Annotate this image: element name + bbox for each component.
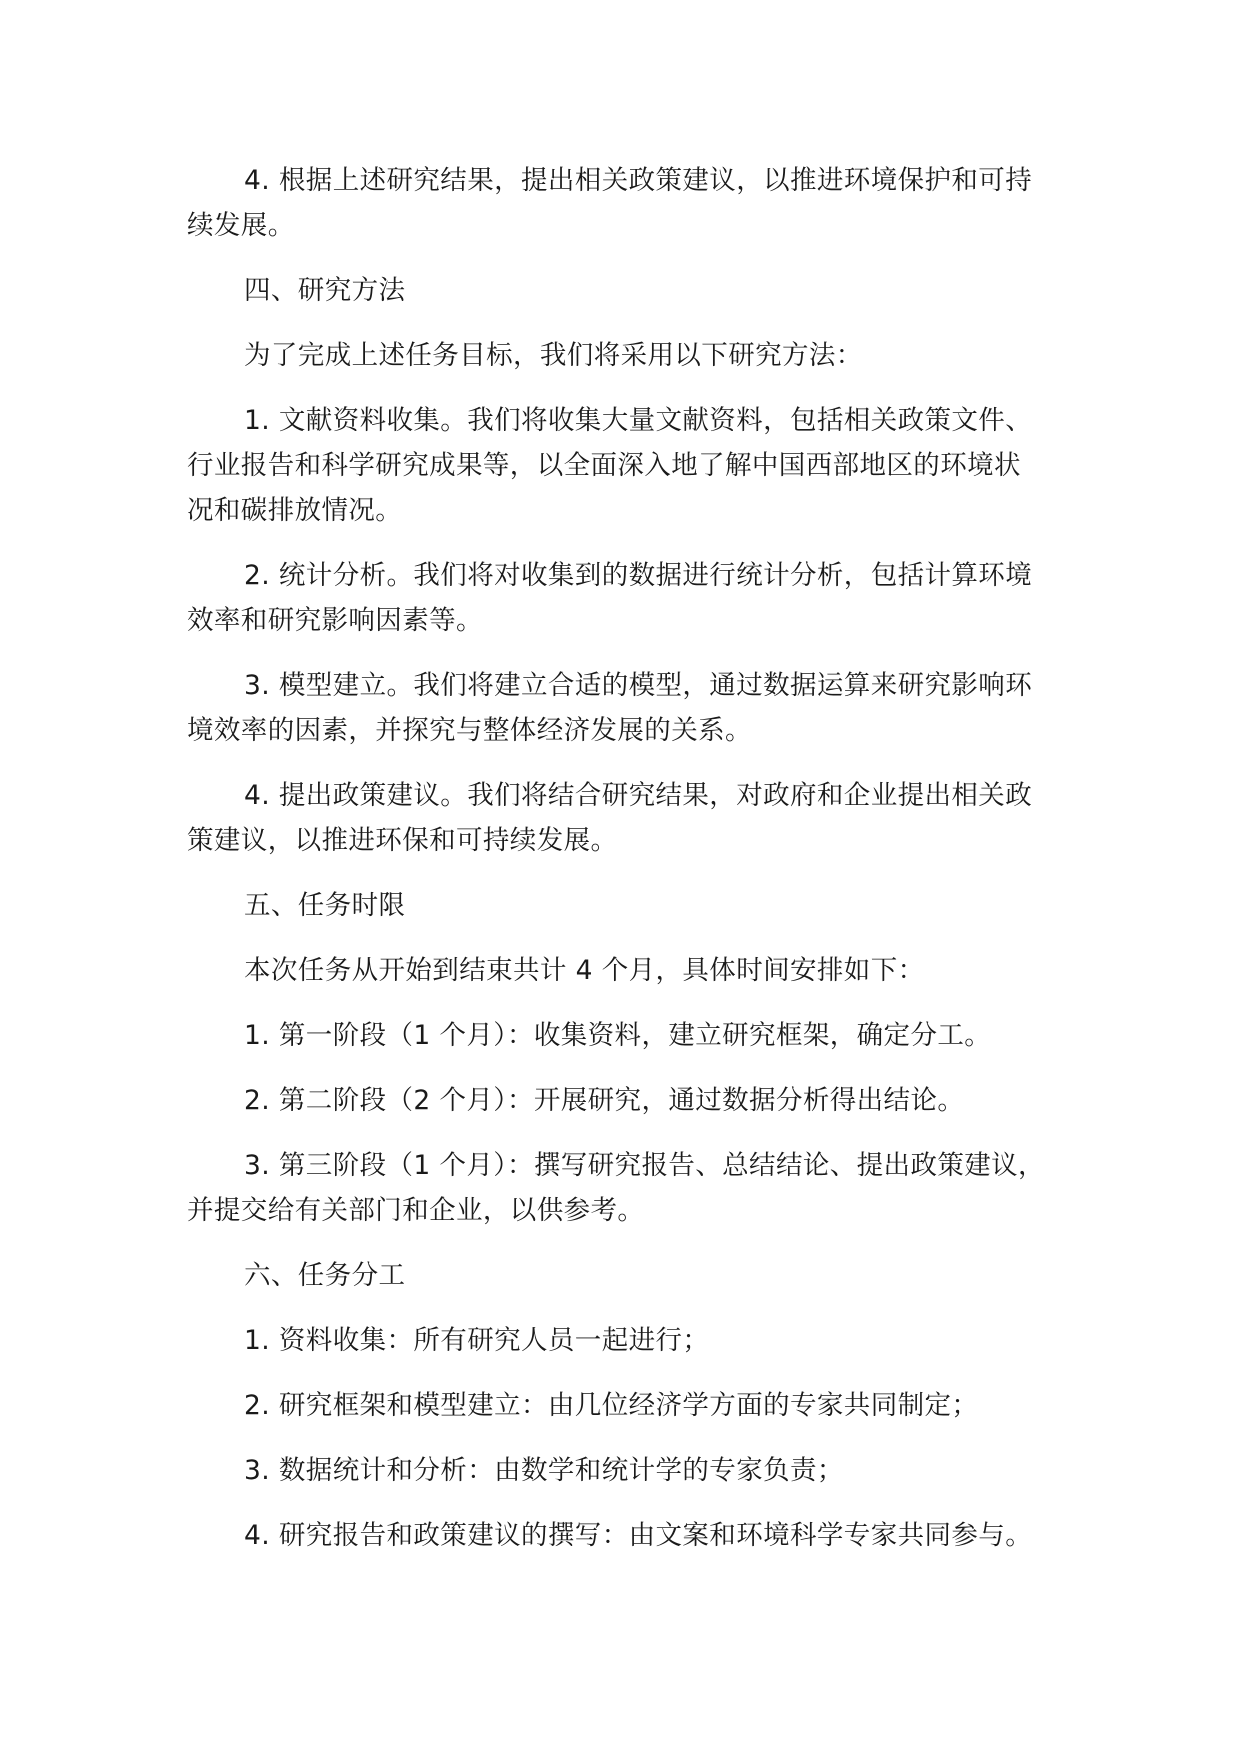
heading-task-timeline: 五、任务时限 [244,890,406,921]
document-page [187,158,1087,1558]
paragraph-phase-2: 2. 第二阶段（2 个月）：开展研究，通过数据分析得出结论。 [244,1085,965,1116]
paragraph-timeline-intro: 本次任务从开始到结束共计 4 个月，具体时间安排如下： [244,955,925,986]
heading-task-division: 六、任务分工 [244,1260,406,1291]
paragraph-method-2: 2. 统计分析。我们将对收集到的数据进行统计分析，包括计算环境 效率和研究影响因素等。 [187,560,1033,636]
paragraph-method-3: 3. 模型建立。我们将建立合适的模型，通过数据运算来研究影响环 境效率的因素，并探究与整体经济发展的关系。 [187,670,1033,746]
paragraph-task-item-4: 4. 根据上述研究结果，提出相关政策建议，以推进环境保护和可持 续发展。 [187,165,1033,241]
paragraph-method-4: 4. 提出政策建议。我们将结合研究结果，对政府和企业提出相关政 策建议，以推进环保和可持续发展。 [187,780,1033,856]
paragraph-division-4: 4. 研究报告和政策建议的撰写：由文案和环境科学专家共同参与。 [244,1520,1033,1551]
paragraph-method-1: 1. 文献资料收集。我们将收集大量文献资料，包括相关政策文件、 行业报告和科学研究成果等，以全面深入地了解中国西部地区的环境状 况和碳排放情况。 [187,405,1033,526]
paragraph-division-3: 3. 数据统计和分析：由数学和统计学的专家负责； [244,1455,844,1486]
heading-research-methods: 四、研究方法 [244,275,406,306]
paragraph-division-2: 2. 研究框架和模型建立：由几位经济学方面的专家共同制定； [244,1390,979,1421]
paragraph-methods-intro: 为了完成上述任务目标，我们将采用以下研究方法： [244,340,863,371]
paragraph-phase-1: 1. 第一阶段（1 个月）：收集资料，建立研究框架，确定分工。 [244,1020,992,1051]
paragraph-division-1: 1. 资料收集：所有研究人员一起进行； [244,1325,710,1356]
paragraph-phase-3: 3. 第三阶段（1 个月）：撰写研究报告、总结结论、提出政策建议， 并提交给有关部门和企业，以供参考。 [187,1150,1045,1226]
